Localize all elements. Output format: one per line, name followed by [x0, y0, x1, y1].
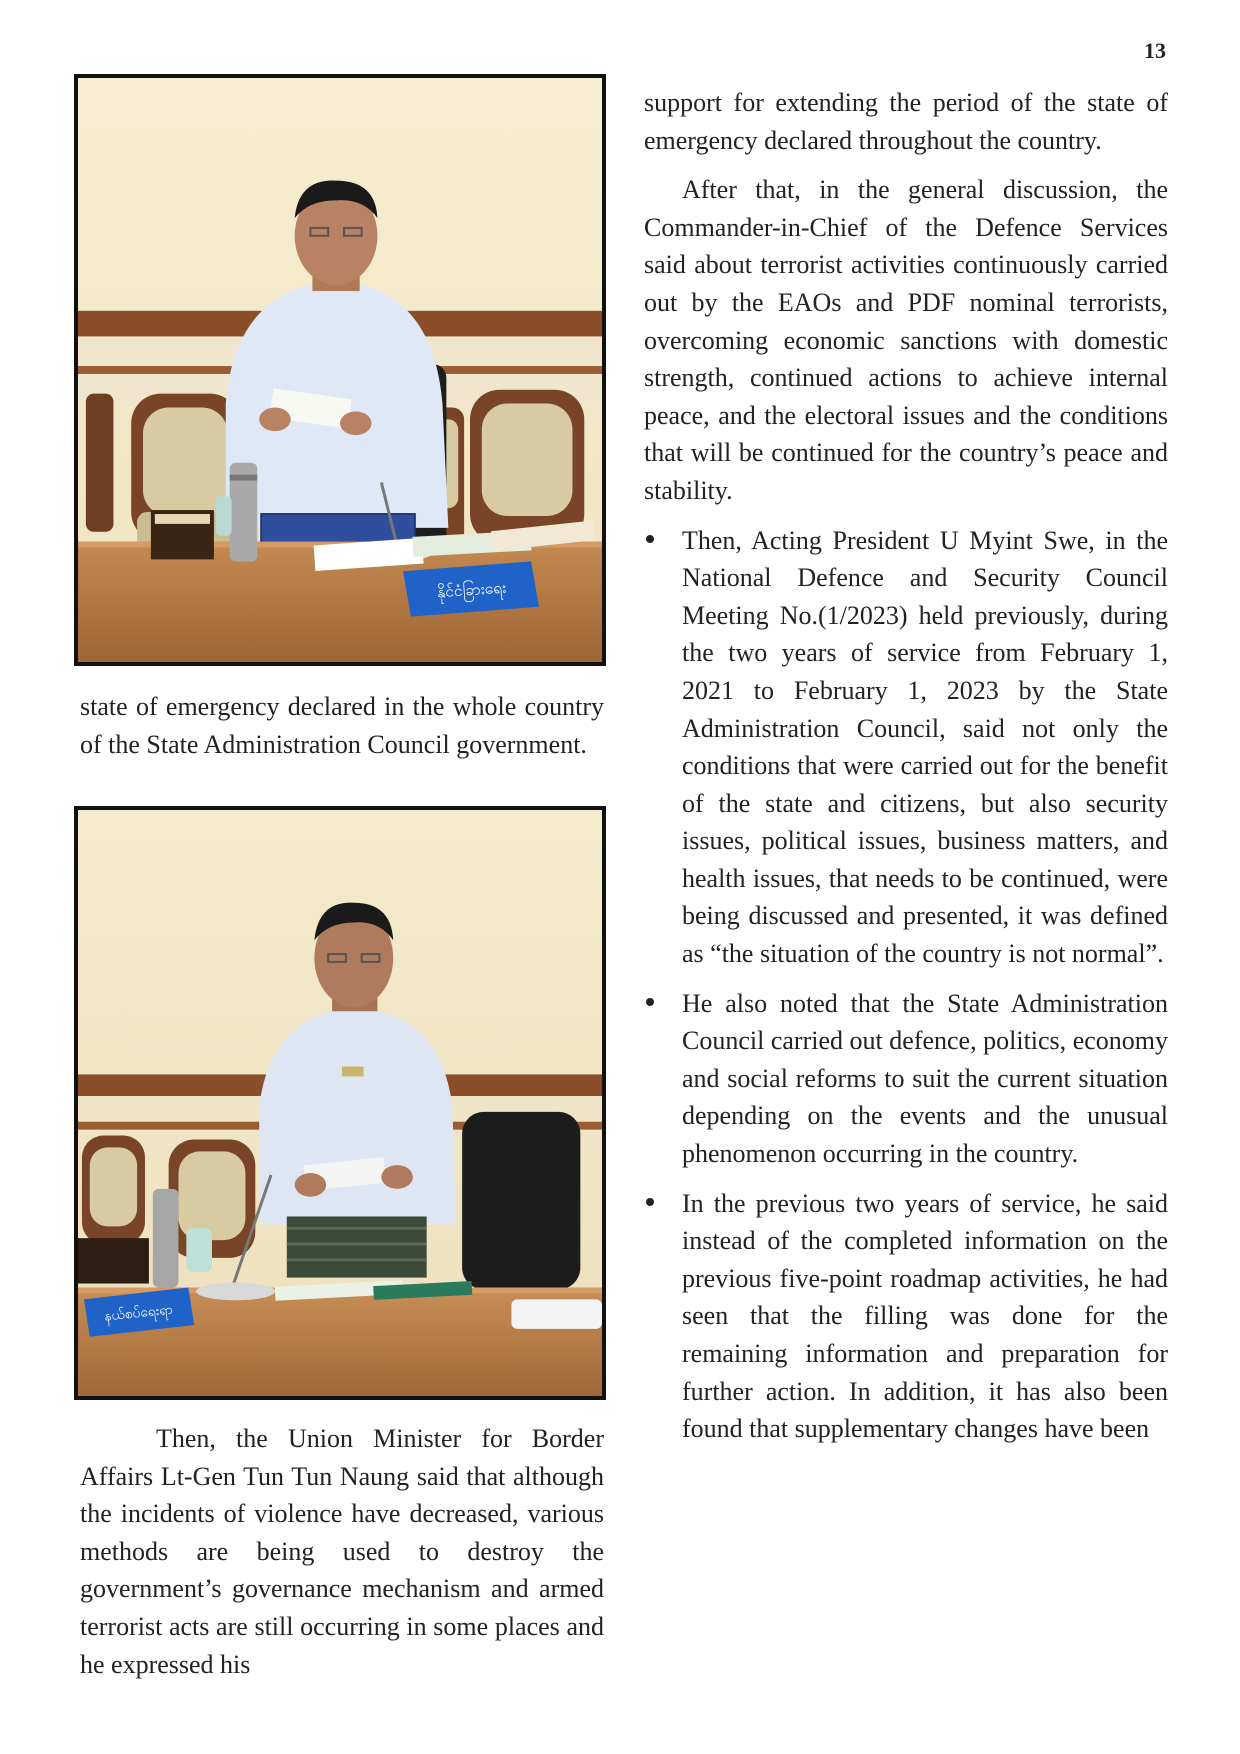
right-column: [644, 84, 1168, 1448]
photo-speaker-top: [74, 74, 606, 666]
bullet-item: [644, 985, 1168, 1173]
left-caption-paragraph: state of emergency declared in the whole country of the State Administration Council government.: [80, 692, 604, 759]
bullet-text: Then, Acting President U Myint Swe, in the National Defence and Security Council Meeting No.(1/2023) held previously, during the two years of service from February 1, 2021 to February 1, 2023 by the State Administration Council, said not only the conditions that were carried out for the benefit of the state and citizens, but also security issues, political issues, business matters, and health issues, that needs to be continued, were being discussed and presented, it was defined as “the situation of the country is not normal”.: [682, 525, 1168, 969]
bullet-list: [644, 522, 1168, 1448]
bullet-text: He also noted that the State Administration Council carried out defence, politics, economy and social reforms to suit the current situation depending on the events and the unusual phenomenon occurring in the country.: [682, 988, 1168, 1169]
bullet-dot-icon: [646, 1198, 654, 1206]
bullet-item: [644, 1185, 1168, 1448]
photo-speaker-bottom: [74, 806, 606, 1400]
bullet-dot-icon: [646, 998, 654, 1006]
photo-top-illustration: [78, 78, 602, 662]
nameplate-top: နိုင်ငံခြားရေး: [436, 577, 507, 602]
bullet-text: In the previous two years of service, he said instead of the completed information on the previous five-point roadmap activities, he had seen that the filling was done for the remaining information and preparation for further action. In addition, it has also been found that supplementary changes have been: [682, 1188, 1168, 1444]
nameplate-bottom: နယ်စပ်ရေးရာ: [103, 1301, 174, 1325]
bullet-dot-icon: [646, 535, 654, 543]
right-paragraph-2: After that, in the general discussion, the Commander-in-Chief of the Defence Services said about terrorist activities continuously carried out by the EAOs and PDF nominal terrorists, overcoming economic sanctions with domestic strength, continued actions to achieve internal peace, and the electoral issues and the conditions that will be continued for the country’s peace and stability.: [644, 175, 1168, 505]
left-paragraph-border-affairs: Then, the Union Minister for Border Affairs Lt-Gen Tun Tun Naung said that although the incidents of violence have decreased, various methods are being used to destroy the government’s governance mechanism and armed terrorist acts are still occurring in some places and he expressed his: [80, 1424, 604, 1679]
right-paragraph-1: support for extending the period of the state of emergency declared throughout the country.: [644, 88, 1168, 155]
photo-bottom-illustration: [78, 810, 602, 1396]
page-number: 13: [1144, 38, 1166, 63]
bullet-item: [644, 522, 1168, 973]
